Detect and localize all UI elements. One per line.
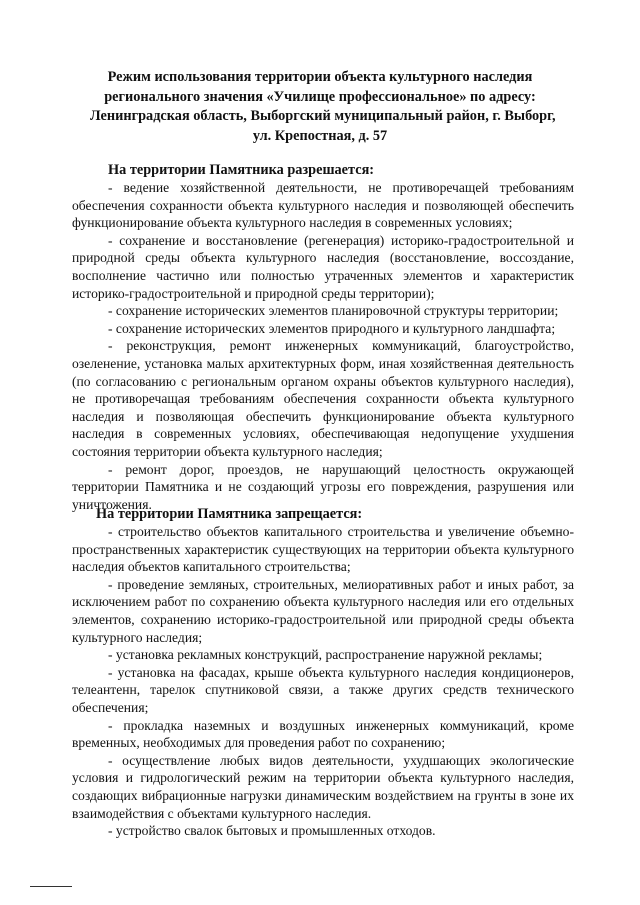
allowed-item: - реконструкция, ремонт инженерных коммуникаций, благоустройство, озеленение, установка малых архитектурных форм, иная хозяйственная деятельность (по согласованию с региональным органом охраны объектов культурного наследия), не противоречащая требованиям обеспечения сохранности объекта культурного наследия и позволяющая обеспечить функционирование объекта культурного наследия в современных условиях, обеспечивающая недопущение ухудшения состояния территории объекта культурного наследия; [72,338,574,459]
prohibited-item: - установка на фасадах, крыше объекта культурного наследия кондиционеров, телеантенн, тарелок спутниковой связи, а также других средств технического обеспечения; [72,664,574,715]
allowed-item: - сохранение и восстановление (регенерация) историко-градостроительной и природной среды объекта культурного наследия (восстановление, воссоздание, восполнение частично или полностью утраченных элементов и характеристик историко-градостроительной и природной среды территории); [72,232,574,301]
title-line: Режим использования территории объекта культурного наследия [107,69,533,85]
prohibited-item: - осуществление любых видов деятельности, ухудшающих экологические условия и гидрологический режим на территории объекта культурного наследия, создающих вибрационные нагрузки динамическим воздействием на грунты в зоне их взаимодействия с объектами культурного наследия. [72,752,574,821]
allowed-heading: На территории Памятника разрешается: [108,162,375,178]
footer-divider [30,886,72,887]
title-line: Ленинградская область, Выборгский муниципальный район, г. Выборг, [90,108,556,124]
prohibited-item: - устройство свалок бытовых и промышленных отходов. [108,823,436,839]
prohibited-item: - проведение земляных, строительных, мелиоративных работ и иных работ, за исключением работ по сохранению объекта культурного наследия или его отдельных элементов, сохранению историко-градостроительной или природной среды объекта культурного наследия; [72,576,574,645]
allowed-item: - сохранение исторических элементов природного и культурного ландшафта; [108,320,556,336]
prohibited-item: - установка рекламных конструкций, распространение наружной рекламы; [108,647,543,663]
allowed-item: - сохранение исторических элементов планировочной структуры территории; [108,303,559,319]
allowed-section [72,161,574,513]
prohibited-heading: На территории Памятника запрещается: [96,506,363,522]
prohibited-section [72,505,574,840]
allowed-item: - ведение хозяйственной деятельности, не противоречащей требованиям обеспечения сохранности объекта культурного наследия и позволяющей обеспечить функционирование объекта культурного наследия в современных условиях; [72,180,574,231]
prohibited-item: - строительство объектов капитального строительства и увеличение объемно-пространственных характеристик существующих на территории объекта культурного наследия объектов капитального строительства; [72,524,574,575]
title-line: регионального значения «Училище профессиональное» по адресу: [104,88,536,105]
title-line: ул. Крепостная, д. 57 [252,127,388,144]
prohibited-item: - прокладка наземных и воздушных инженерных коммуникаций, кроме временных, необходимых для проведения работ по сохранению; [72,717,574,751]
allowed-item: - ремонт дорог, проездов, не нарушающий целостность окружающей территории Памятника и не создающий угрозы его повреждения, разрушения или уничтожения. [72,461,574,512]
document-title [90,68,556,146]
